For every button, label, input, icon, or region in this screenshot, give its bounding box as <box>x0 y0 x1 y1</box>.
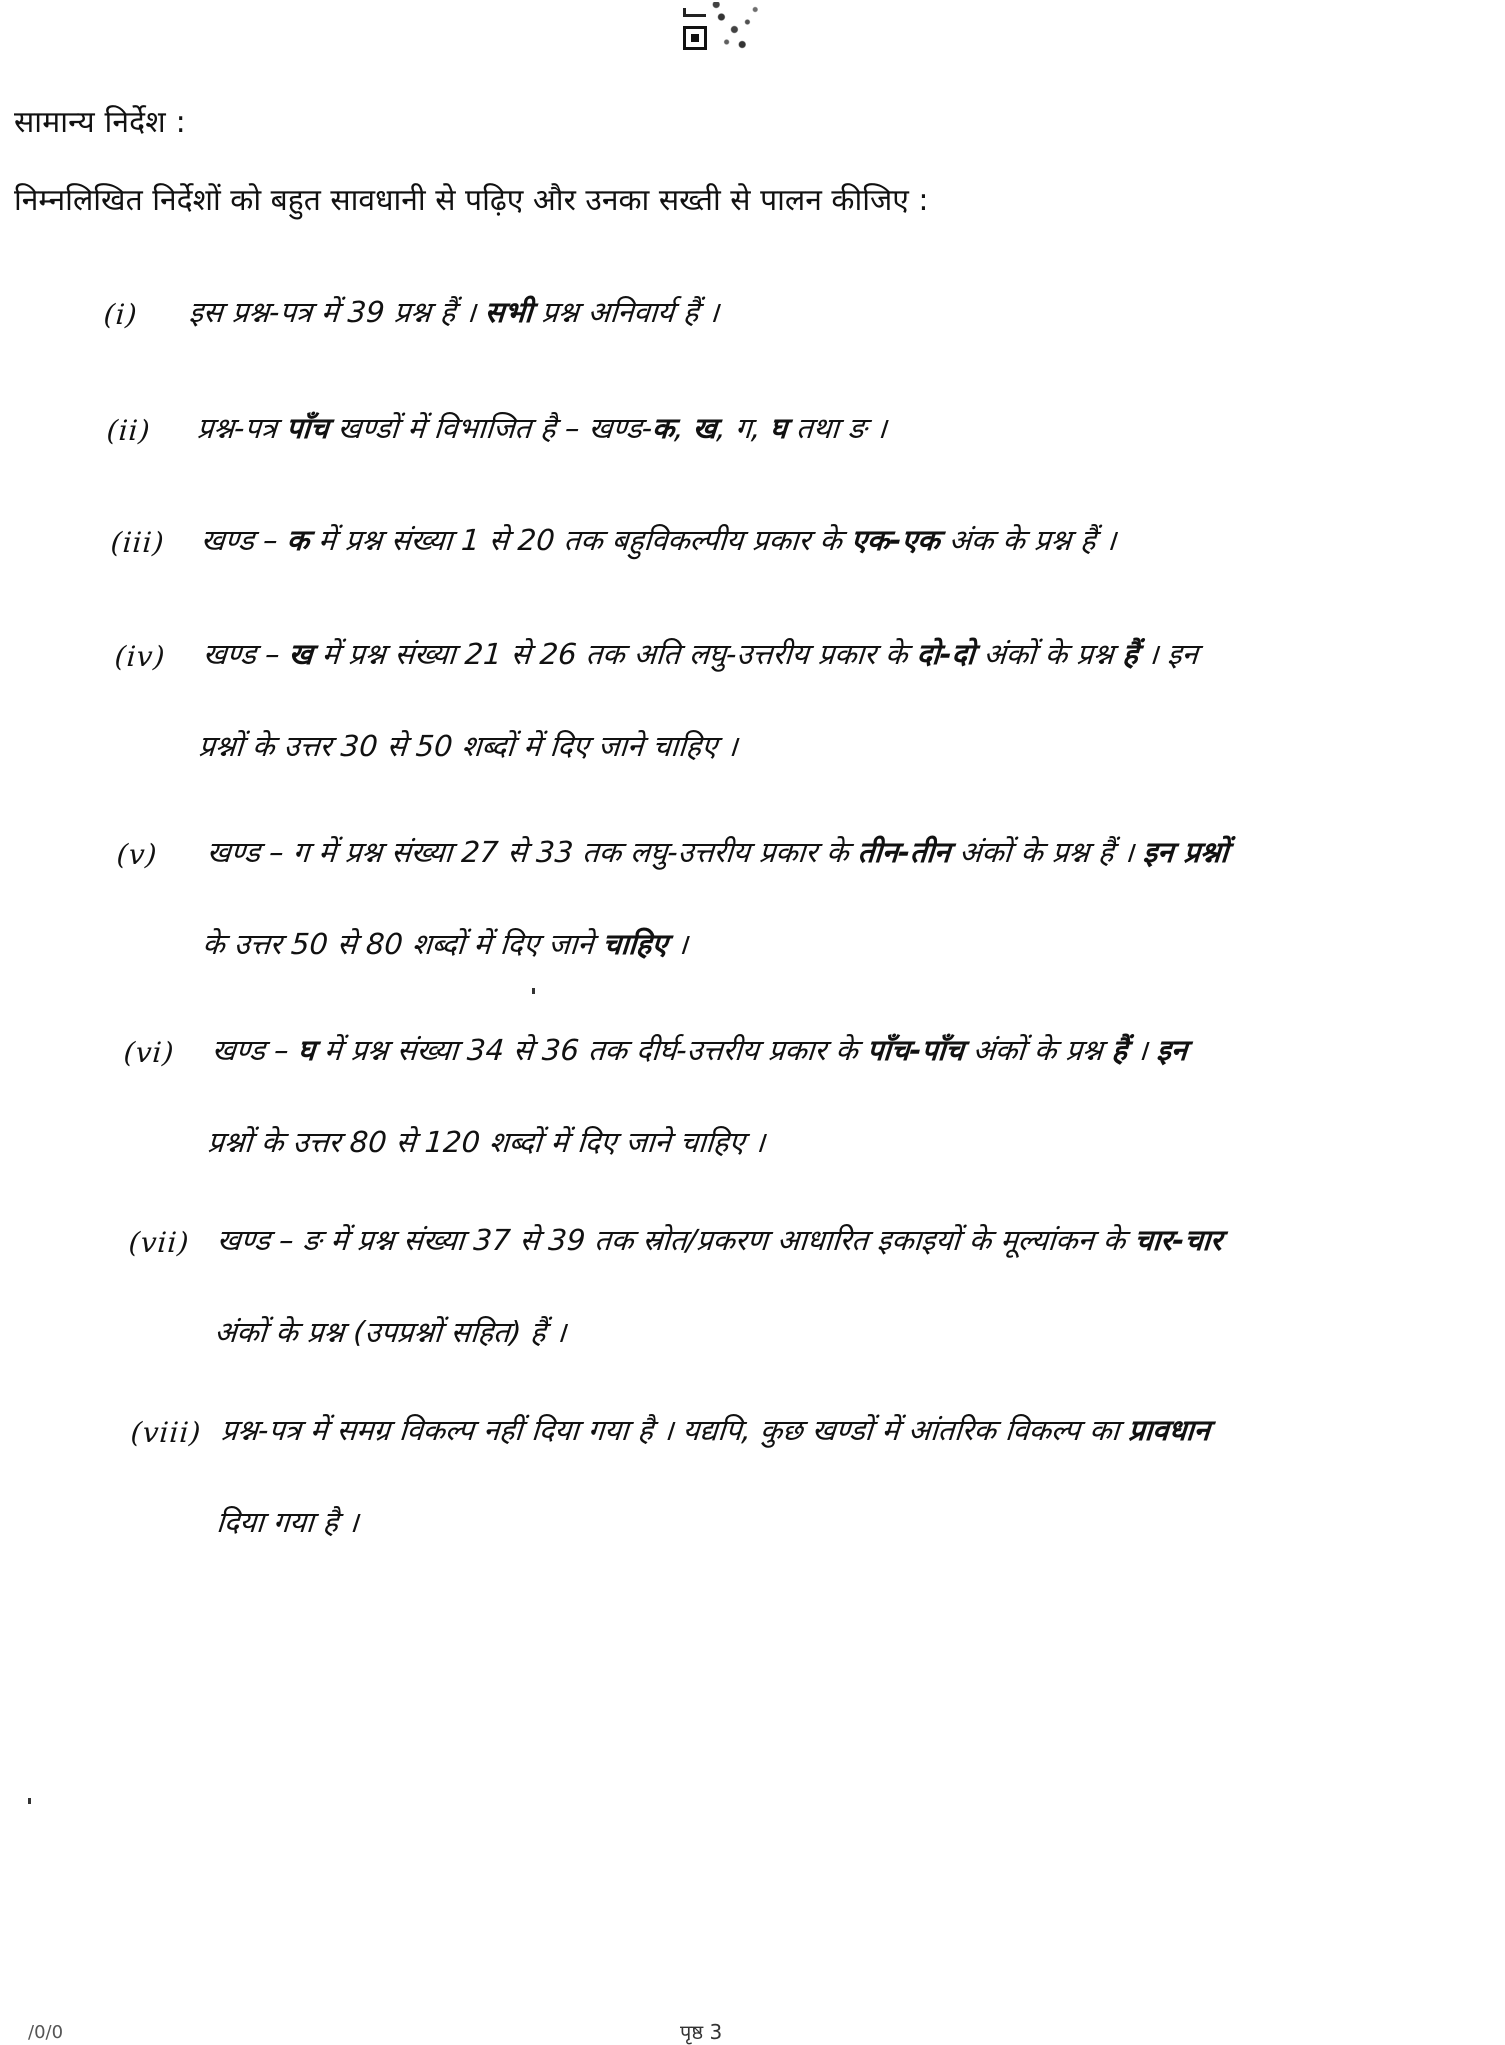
instruction-line <box>201 927 690 961</box>
instruction-text: प्रश्नों के उत्तर 80 से 120 शब्दों में दिए जाने चाहिए । <box>206 1125 767 1159</box>
instruction-text: । इन <box>1136 637 1200 671</box>
instruction-text: प्रश्न-पत्र <box>195 411 288 445</box>
qr-code-modules <box>711 2 763 52</box>
instruction-text: अंक के प्रश्न हैं । <box>938 523 1118 557</box>
instruction-text: , <box>673 411 695 445</box>
instruction-text: अंकों के प्रश्न (उपप्रश्नों सहित) हैं । <box>213 1315 568 1349</box>
emphasized-text: तीन-तीन <box>856 835 952 869</box>
instruction-text: इस प्रश्न-पत्र में 39 प्रश्न हैं । <box>187 295 487 329</box>
instruction-number: (ii) <box>105 414 152 447</box>
emphasized-text: घ <box>768 411 789 445</box>
instruction-text: दिया गया है । <box>215 1505 360 1539</box>
instruction-text: के उत्तर 50 से 80 शब्दों में दिए जाने <box>201 927 604 961</box>
instruction-text: खण्ड – ङ में प्रश्न संख्या 37 से 39 तक स्रोत/प्रकरण आधारित इकाइयों के मूल्यांकन के <box>215 1223 1136 1257</box>
instruction-text: प्रश्नों के उत्तर 30 से 50 शब्दों में दिए जाने चाहिए । <box>197 729 739 763</box>
instruction-text: खण्ड – <box>205 835 295 869</box>
instruction-number: (vii) <box>127 1226 191 1259</box>
instruction-line <box>195 411 888 445</box>
emphasized-text: चाहिए <box>601 927 669 961</box>
instruction-number: (v) <box>115 838 159 871</box>
instruction-number: (vi) <box>122 1036 176 1069</box>
emphasized-text: ख <box>691 411 718 445</box>
instruction-text: में प्रश्न संख्या 34 से 36 तक दीर्घ-उत्तरीय प्रकार के <box>313 1033 869 1067</box>
emphasized-text: चार-चार <box>1133 1223 1224 1257</box>
instruction-number: (iii) <box>109 526 166 559</box>
qr-finder-pattern <box>683 26 707 50</box>
instruction-text: खण्ड – <box>199 523 289 557</box>
instruction-text: अंकों के प्रश्न <box>962 1033 1114 1067</box>
instruction-line <box>213 1315 568 1349</box>
footer-code: /0/0 <box>28 2022 64 2043</box>
emphasized-text: पाँच <box>285 411 330 445</box>
scan-mark <box>28 1798 31 1804</box>
instruction-text: खण्ड – <box>210 1033 300 1067</box>
instruction-line <box>205 835 1230 869</box>
instruction-text: ग <box>291 835 311 869</box>
instruction-text: में प्रश्न संख्या 21 से 26 तक अति लघु-उत्तरीय प्रकार के <box>311 637 918 671</box>
qr-code-bar <box>683 8 706 17</box>
instruction-line <box>206 1125 767 1159</box>
instruction-text: में प्रश्न संख्या 1 से 20 तक बहुविकल्पीय प्रकार के <box>308 523 853 557</box>
emphasized-text: घ <box>296 1033 317 1067</box>
instruction-text: , ग, <box>715 411 772 445</box>
emphasized-text: क <box>651 411 676 445</box>
instruction-text: प्रश्न अनिवार्य हैं । <box>531 295 721 329</box>
emphasized-text: हैं <box>1121 637 1140 671</box>
instruction-text: । <box>666 927 690 961</box>
emphasized-text: सभी <box>483 295 534 329</box>
emphasized-text: प्रावधान <box>1127 1413 1212 1447</box>
emphasized-text: क <box>285 523 311 557</box>
instruction-line <box>215 1505 360 1539</box>
emphasized-text: दो-दो <box>915 637 976 671</box>
instruction-text: प्रश्न-पत्र में समग्र विकल्प नहीं दिया गया है । यद्यपि, कुछ खण्डों में आंतरिक विकल्प का <box>219 1413 1130 1447</box>
instruction-line <box>201 637 1200 671</box>
instruction-text: खण्डों में विभाजित है – खण्ड- <box>327 411 654 445</box>
general-instructions-title: सामान्य निर्देश : <box>14 105 186 140</box>
instruction-line <box>219 1413 1212 1447</box>
instruction-number: (iv) <box>113 640 167 673</box>
emphasized-text: एक-एक <box>850 523 942 557</box>
instruction-line <box>187 295 721 329</box>
scan-mark <box>532 988 535 994</box>
instruction-line <box>210 1033 1189 1067</box>
qr-code-icon <box>683 2 765 54</box>
instruction-text: तथा ङ । <box>785 411 888 445</box>
emphasized-text: इन <box>1155 1033 1189 1067</box>
instruction-line <box>197 729 739 763</box>
instruction-line <box>199 523 1118 557</box>
emphasized-text: हैं <box>1110 1033 1129 1067</box>
instruction-number: (i) <box>102 298 139 331</box>
instruction-text: खण्ड – <box>201 637 291 671</box>
instruction-line <box>215 1223 1224 1257</box>
emphasized-text: पाँच-पाँच <box>865 1033 966 1067</box>
footer-page-number: पृष्ठ 3 <box>680 2020 723 2044</box>
instruction-text: अंकों के प्रश्न <box>973 637 1124 671</box>
instruction-text: अंकों के प्रश्न हैं । <box>949 835 1145 869</box>
emphasized-text: इन प्रश्नों <box>1142 835 1230 869</box>
emphasized-text: ख <box>287 637 314 671</box>
instruction-number: (viii) <box>129 1416 203 1449</box>
instruction-text: । <box>1126 1033 1159 1067</box>
general-instructions-intro: निम्नलिखित निर्देशों को बहुत सावधानी से पढ़िए और उनका सख्ती से पालन कीजिए : <box>14 183 929 218</box>
instruction-text: में प्रश्न संख्या 27 से 33 तक लघु-उत्तरीय प्रकार के <box>308 835 860 869</box>
